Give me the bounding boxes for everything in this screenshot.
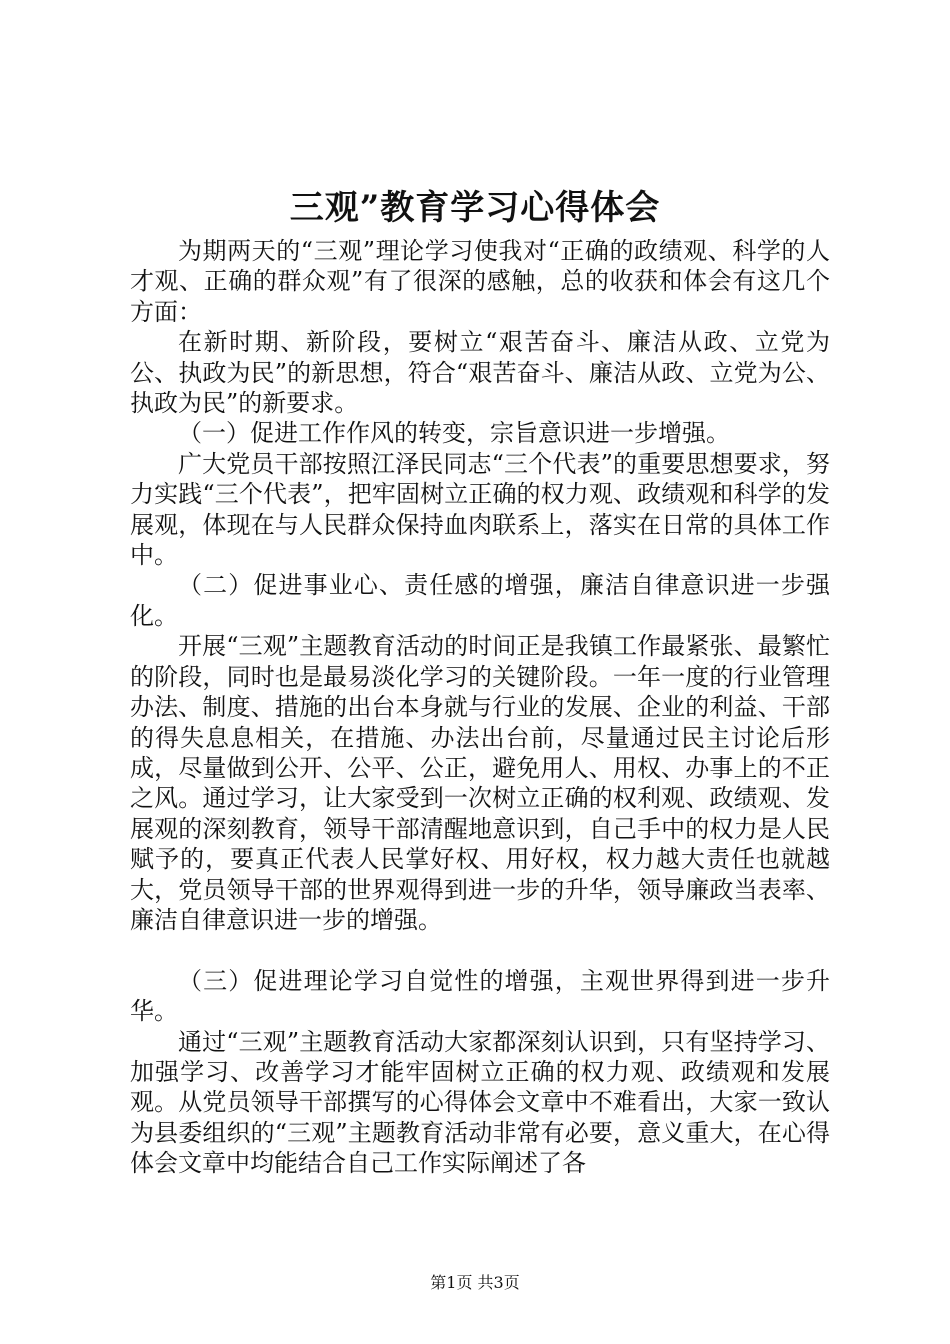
paragraph-section-1: 广大党员干部按照江泽民同志“三个代表”的重要思想要求，努力实践“三个代表”，把牢固树立正确的权力观、政绩观和科学的发展观，体现在与人民群众保持血肉联系上，落实在日常的具体工作中。 — [130, 449, 830, 570]
document-body — [130, 236, 830, 1179]
section-heading-2: （二）促进事业心、责任感的增强，廉洁自律意识进一步强化。 — [130, 571, 830, 630]
paragraph-intro: 为期两天的“三观”理论学习使我对“正确的政绩观、科学的人才观、正确的群众观”有了很深的感触，总的收获和体会有这几个方面： — [130, 237, 830, 326]
page-number-footer: 第1页 共3页 — [430, 1273, 520, 1292]
paragraph-section-3: 通过“三观”主题教育活动大家都深刻认识到，只有坚持学习、加强学习、改善学习才能牢固树立正确的权力观、政绩观和发展观。从党员领导干部撰写的心得体会文章中不难看出，大家一致认为县委组织的“三观”主题教育活动非常有必要，意义重大，在心得体会文章中均能结合自己工作实际阐述了各 — [130, 1027, 830, 1178]
paragraph-section-2: 开展“三观”主题教育活动的时间正是我镇工作最紧张、最繁忙的阶段，同时也是最易淡化学习的关键阶段。一年一度的行业管理办法、制度、措施的出台本身就与行业的发展、企业的利益、干部的得失息息相关，在措施、办法出台前，尽量通过民主讨论后形成，尽量做到公开、公平、公正，避免用人、用权、办事上的不正之风。通过学习，让大家受到一次树立正确的权利观、政绩观、发展观的深刻教育，领导干部清醒地意识到，自己手中的权力是人民赋予的，要真正代表人民掌好权、用好权，权力越大责任也就越大，党员领导干部的世界观得到进一步的升华，领导廉政当表率、廉洁自律意识进一步的增强。 — [130, 632, 830, 934]
paragraph-new-era: 在新时期、新阶段，要树立“艰苦奋斗、廉洁从政、立党为公、执政为民”的新思想，符合“艰苦奋斗、廉洁从政、立党为公、执政为民”的新要求。 — [130, 328, 830, 418]
section-heading-1: （一）促进工作作风的转变，宗旨意识进一步增强。 — [178, 419, 730, 448]
section-heading-3: （三）促进理论学习自觉性的增强，主观世界得到进一步升华。 — [130, 966, 830, 1026]
document-title: 三观”教育学习心得体会 — [289, 188, 661, 228]
